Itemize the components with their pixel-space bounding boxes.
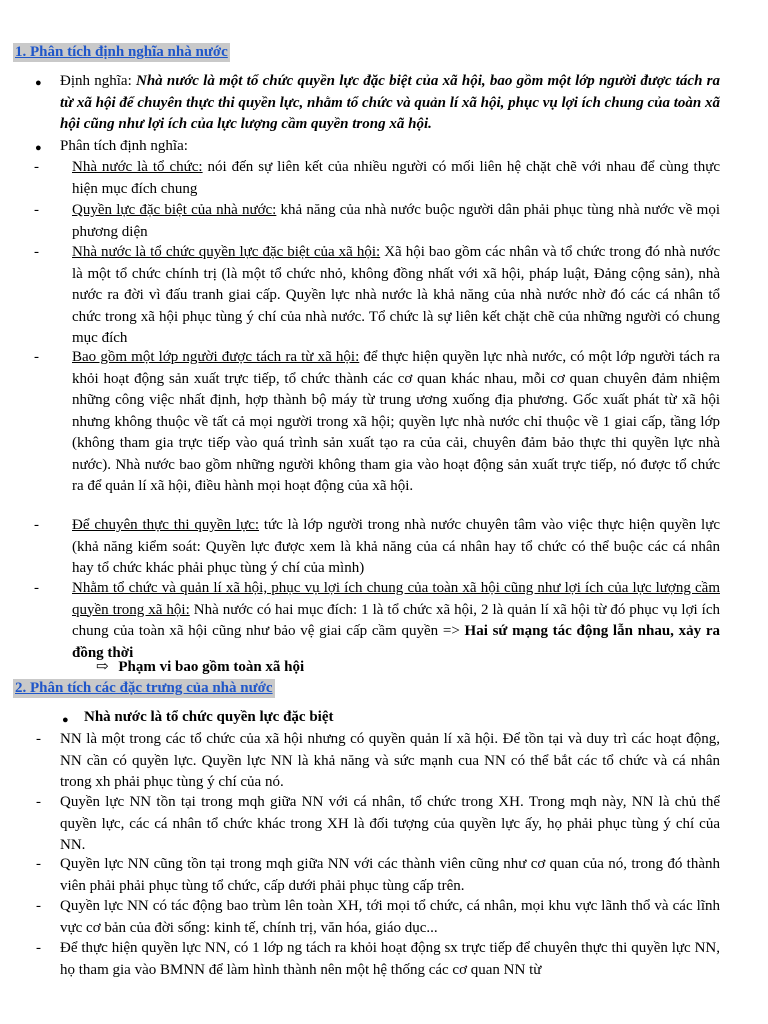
dash-marker: -: [34, 159, 39, 175]
dash-marker: -: [34, 580, 39, 596]
bullet-icon: ●: [62, 714, 69, 726]
dash-marker: -: [36, 940, 41, 956]
analysis-text: tức là lớp người trong nhà nước chuyên tâm vào việc thực hiện quyền lực (khả năng kiểm soát: Quyền lực được xem là khả năng của cá nhân hay tổ chức có thể buộc các cá nhân hay tổ chức khác phải phục tùng ý chí của mình): [72, 517, 720, 576]
analysis-term: Nhà nước là tổ chức:: [72, 159, 203, 175]
analysis-item: [72, 157, 720, 200]
feature-item: Quyền lực NN có tác động bao trùm lên toàn XH, tới mọi tổ chức, cá nhân, mọi khu vực lãnh thổ và các lĩnh vực cơ bản của đời sống: kinh tế, chính trị, văn hóa, giáo dục...: [60, 898, 720, 936]
section-1-heading: 1. Phân tích định nghĩa nhà nước: [15, 44, 228, 60]
analysis-term: Nhằm tổ chức và quản lí xã hội, phục vụ lợi ích chung của toàn xã hội cũng như lợi ích của lực lượng cầm quyền trong xã hội:: [72, 580, 720, 618]
definition-label: Định nghĩa:: [60, 73, 136, 89]
analysis-text: khả năng của nhà nước buộc người dân phải phục tùng nhà nước về mọi phương diện: [72, 202, 720, 240]
dash-marker: -: [34, 349, 39, 365]
section-2-heading: 2. Phân tích các đặc trưng của nhà nước: [15, 680, 273, 696]
feature-item: Quyền lực NN cũng tồn tại trong mqh giữa NN với các thành viên cũng như cơ quan của nó, trong đó thành viên phải phải phục tùng tổ chức, cấp dưới phải phục tùng cấp trên.: [60, 856, 720, 894]
feature-title: Nhà nước là tổ chức quyền lực đặc biệt: [84, 709, 334, 725]
analysis-item: [72, 515, 720, 580]
analysis-text: Nhà nước có hai mục đích: 1 là tổ chức xã hội, 2 là quản lí xã hội từ đó phục vụ lợi ích chung của toàn xã hội cũng như bảo vệ giai cấp cầm quyền =>: [72, 601, 720, 639]
dash-marker: -: [36, 856, 41, 872]
dash-marker: -: [36, 794, 41, 810]
dash-marker: -: [36, 898, 41, 914]
dash-marker: -: [34, 517, 39, 533]
analysis-text: nói đến sự liên kết của nhiều người có mối liên hệ chặt chẽ với nhau để cùng thực hiện mục đích chung: [72, 159, 720, 197]
feature-item: Quyền lực NN tồn tại trong mqh giữa NN với cá nhân, tổ chức trong XH. Trong mqh này, NN là chủ thể quyền lực, các cá nhân tổ chức khác trong XH là đối tượng của quyền lực ấy, họ phải phục tùng ý chí của NN.: [60, 794, 720, 853]
analysis-text: để thực hiện quyền lực nhà nước, có một lớp người tách ra khỏi hoạt động sản xuất trực tiếp, tổ chức thành các cơ quan khác nhau, mỗi cơ quan chuyên đảm nhiệm những công việc nhất định, hợp thành bộ máy từ trung ương xuống địa phương. Gốc xuất phát từ xã hội nhưng không thuộc về tất cả mọi người trong xã hội; quyền lực nhà nước chỉ thuộc về 1 giai cấp, tầng lớp (không tham gia trực tiếp vào quá trình sản xuất tạo ra của cải, chuyên đảm bảo thực thi quyền lực nhà nước). Nhà nước bao gồm những người không tham gia vào hoạt động sản xuất trực tiếp, nó được tổ chức ra để quản lí xã hội, điều hành mọi hoạt động của xã hội.: [72, 349, 721, 494]
arrow-text: Phạm vi bao gồm toàn xã hội: [118, 659, 305, 675]
analysis-term: Bao gồm một lớp người được tách ra từ xã hội:: [72, 349, 360, 365]
feature-item: Để thực hiện quyền lực NN, có 1 lớp ng tách ra khỏi hoạt động sx trực tiếp để chuyên thực thi quyền lực NN, họ tham gia vào BMNN để làm hình thành nên một hệ thống các cơ quan NN từ: [60, 940, 720, 978]
dash-marker: -: [36, 731, 41, 747]
analysis-conclusion: Hai sứ mạng tác động lẫn nhau, xảy ra đồng thời: [72, 623, 720, 661]
definition-text: Nhà nước là một tổ chức quyền lực đặc biệt của xã hội, bao gồm một lớp người được tách ra từ xã hội để chuyên thực thi quyền lực, nhằm tổ chức và quản lí xã hội, phục vụ lợi ích chung của toàn xã hội cũng như lợi ích của lực lượng cầm quyền trong xã hội.: [60, 73, 720, 132]
definition-paragraph: [60, 71, 720, 136]
analysis-label: Phân tích định nghĩa:: [60, 138, 188, 154]
dash-marker: -: [34, 202, 39, 218]
feature-item: NN là một trong các tổ chức của xã hội nhưng có quyền quản lí xã hội. Để tồn tại và duy trì các hoạt động, NN cần có quyền lực. Quyền lực NN là khả năng và sức mạnh cua NN có thể bắt các tổ chức và cá nhân trong xh phải phục tùng ý chí của nó.: [60, 731, 720, 790]
analysis-term: Quyền lực đặc biệt của nhà nước:: [72, 202, 277, 218]
bullet-icon: ●: [35, 77, 42, 89]
analysis-text: Xã hội bao gồm các nhân và tổ chức trong đó nhà nước là một tổ chức chính trị (là một tổ chức nhỏ, không đồng nhất với xã hội, pháp luật, Đảng cộng sản), nhà nước ra đời vì đấu tranh giai cấp. Quyền lực nhà nước là khả năng của nhà nước nhờ đó các cá nhân tổ chức trong xã hội phục tùng ý chí của nhà nước. Tổ chức là sự liên kết chặt chẽ của những người có chung mục đích: [72, 244, 720, 346]
dash-marker: -: [34, 244, 39, 260]
arrow-line: [96, 657, 304, 679]
analysis-term: Để chuyên thực thi quyền lực:: [72, 517, 260, 533]
arrow-right-icon: ⇨: [96, 659, 109, 675]
analysis-item: [72, 347, 720, 498]
analysis-item: [72, 200, 720, 243]
analysis-item: [72, 242, 720, 350]
analysis-term: Nhà nước là tổ chức quyền lực đặc biệt của xã hội:: [72, 244, 381, 260]
bullet-icon: ●: [35, 142, 42, 154]
analysis-item: [72, 578, 720, 664]
